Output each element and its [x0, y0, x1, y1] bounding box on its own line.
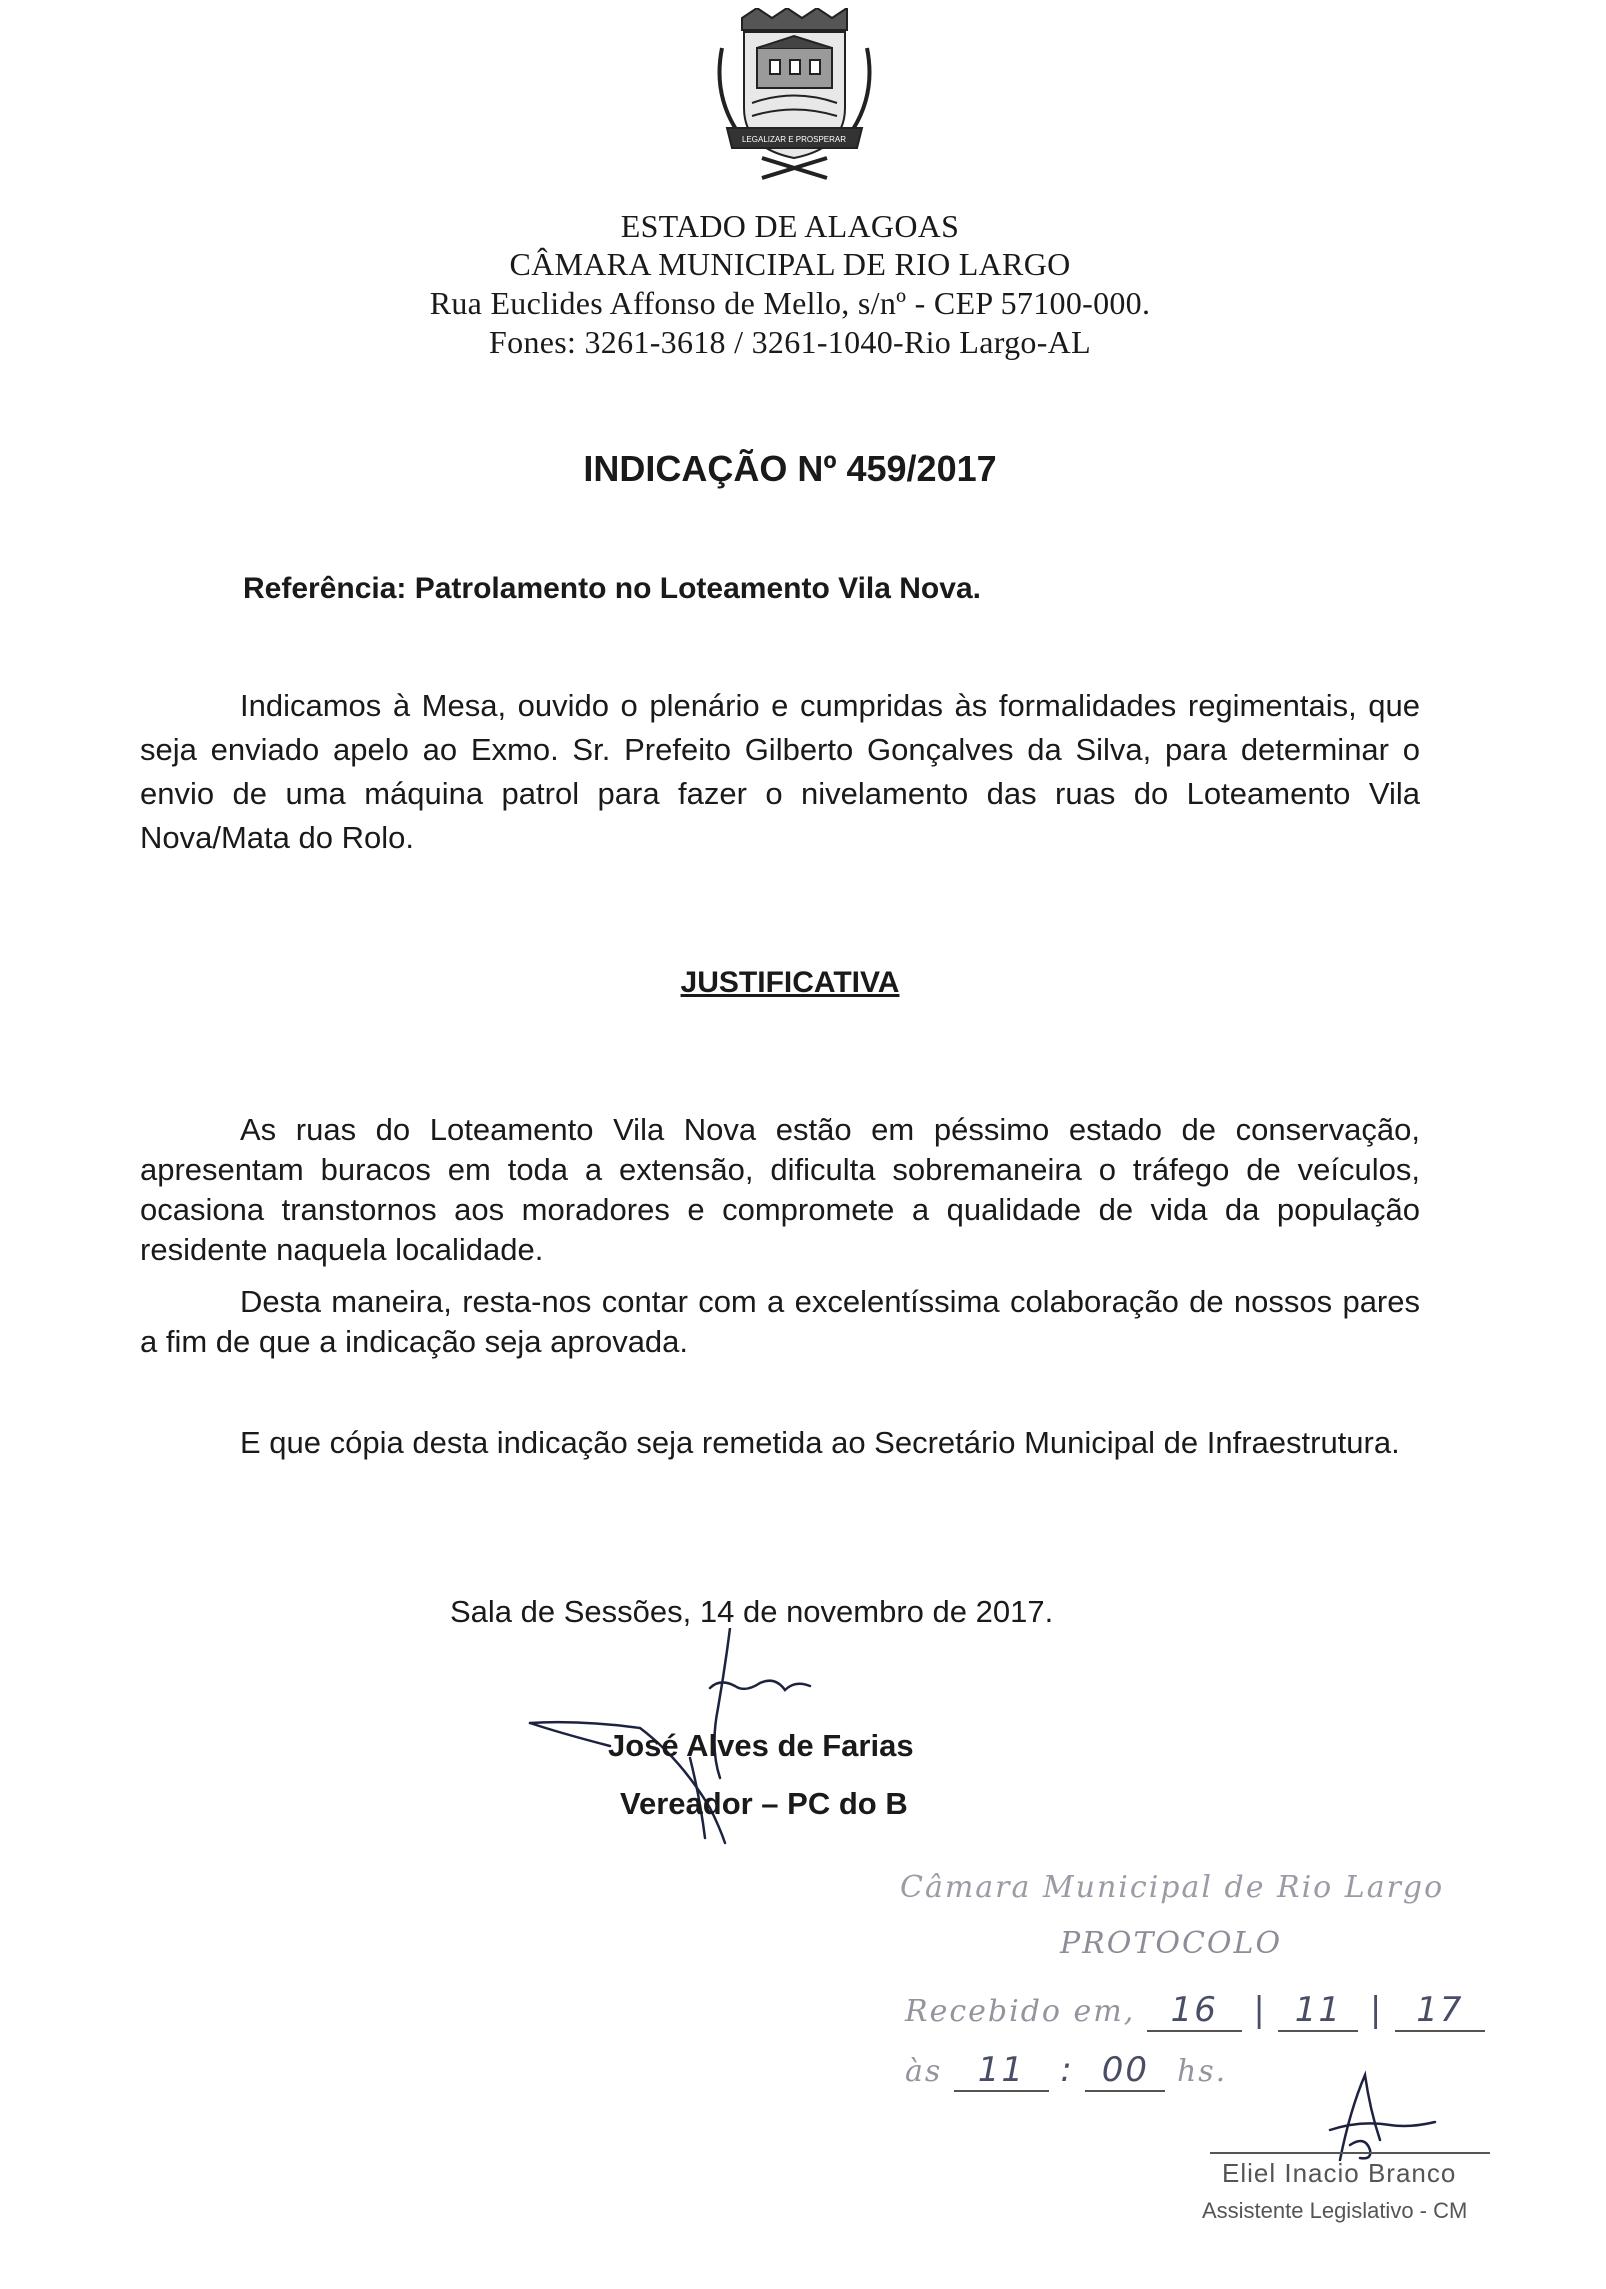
justification-heading: JUSTIFICATIVA [680, 966, 900, 999]
stamp-chamber: Câmara Municipal de Rio Largo [900, 1870, 1445, 1905]
copy-note-paragraph [140, 1420, 1420, 1466]
stamp-minute: 00 [1085, 2050, 1165, 2092]
phones-line: Fones: 3261-3618 / 3261-1040-Rio Largo-AL [489, 324, 1091, 360]
clerk-signature-line [1210, 2152, 1490, 2154]
stamp-received-month: 11 [1278, 1990, 1358, 2032]
date-line: Sala de Sessões, 14 de novembro de 2017. [450, 1594, 1054, 1629]
justification-paragraph-2 [140, 1282, 1420, 1362]
chamber-heading: CÂMARA MUNICIPAL DE RIO LARGO [509, 246, 1071, 282]
document-title: INDICAÇÃO Nº 459/2017 [583, 448, 997, 489]
intro-text: Indicamos à Mesa, ouvido o plenário e cumpridas às formalidades regimentais, que seja enviado apelo ao Exmo. Sr. Prefeito Gilberto Gonçalves da Silva, para determinar o envio de uma máquina patrol para fazer o nivelamento das ruas do Loteamento Vila Nova/Mata do Rolo. [140, 688, 1420, 855]
copy-note-text: E que cópia desta indicação seja remetida ao Secretário Municipal de Infraestrutura. [240, 1425, 1400, 1460]
stamp-time-line: às 11 : 00 hs. [905, 2050, 1228, 2090]
crest-motto: LEGALIZAR E PROSPERAR [741, 135, 847, 144]
stamp-received-label: Recebido em, [905, 1994, 1136, 2029]
justification-paragraph-1 [140, 1110, 1420, 1270]
stamp-hour: 11 [954, 2050, 1049, 2092]
stamp-received-year: 17 [1395, 1990, 1485, 2032]
signer-role: Vereador – PC do B [620, 1786, 908, 1821]
reference-line: Referência: Patrolamento no Loteamento Vila Nova. [243, 572, 981, 605]
intro-paragraph [140, 684, 1420, 860]
municipal-crest-icon [712, 8, 877, 183]
stamp-at-label: às [905, 2054, 943, 2089]
clerk-role: Assistente Legislativo - CM [1202, 2198, 1468, 2223]
stamp-protocol: PROTOCOLO [1060, 1926, 1283, 1961]
stamp-hs-label: hs. [1176, 2054, 1228, 2089]
justification-text-2: Desta maneira, resta-nos contar com a excelentíssima colaboração de nossos pares a fim de que a indicação seja aprovada. [140, 1284, 1420, 1359]
stamp-received-line: Recebido em, 16 | 11 | 17 [905, 1990, 1485, 2032]
state-heading: ESTADO DE ALAGOAS [620, 208, 960, 244]
signer-name: José Alves de Farias [608, 1728, 914, 1763]
stamp-received-day: 16 [1147, 1990, 1242, 2032]
clerk-name: Eliel Inacio Branco [1222, 2158, 1457, 2188]
clerk-signature [1310, 2070, 1440, 2170]
justification-text-1: As ruas do Loteamento Vila Nova estão em péssimo estado de conservação, apresentam buracos em toda a extensão, dificulta sobremaneira o tráfego de veículos, ocasiona transtornos aos moradores e compromete a qualidade de vida da população residente naquela localidade. [140, 1112, 1420, 1267]
address-line: Rua Euclides Affonso de Mello, s/nº - CEP 57100-000. [429, 285, 1151, 321]
